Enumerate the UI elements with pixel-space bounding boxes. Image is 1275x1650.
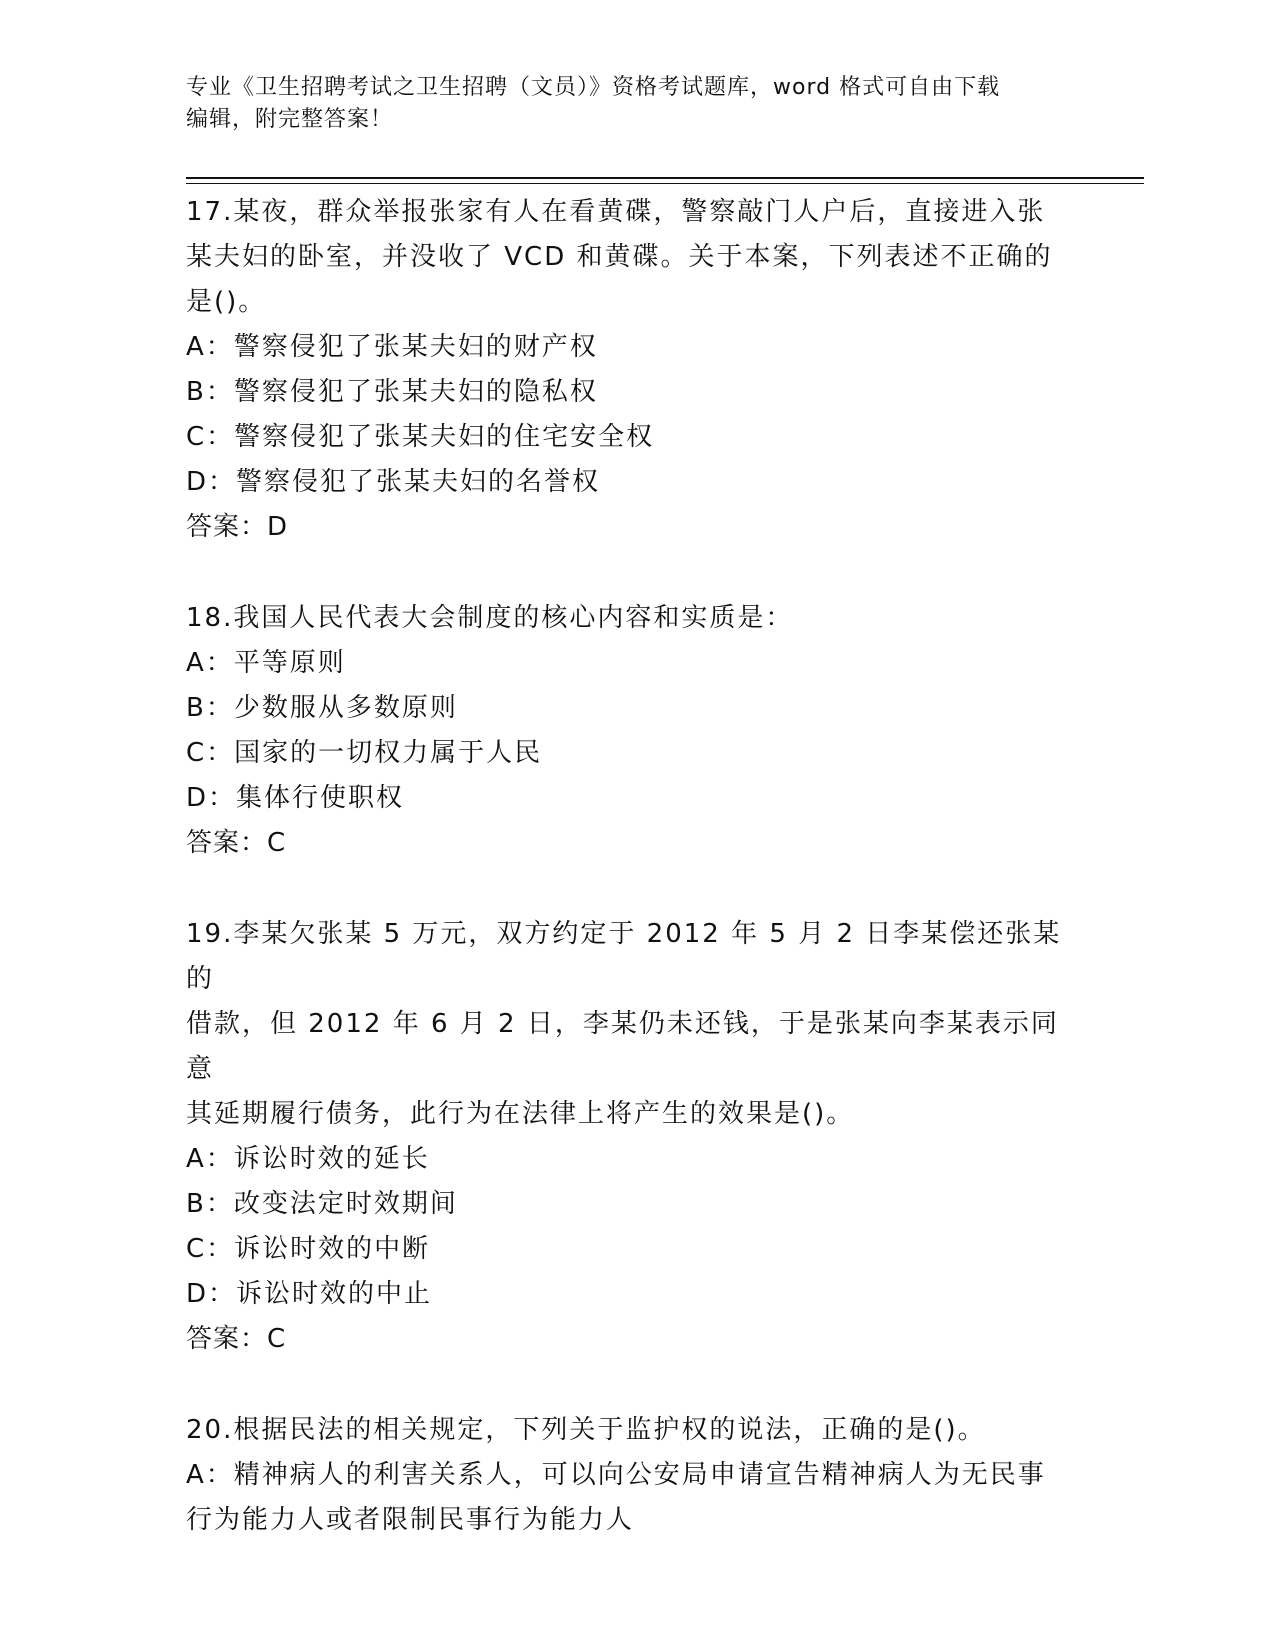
- question-list: [186, 190, 1086, 1589]
- option-d: D：警察侵犯了张某夫妇的名誉权: [186, 467, 601, 497]
- question-17: [186, 190, 1086, 550]
- question-text-line: 某夫妇的卧室，并没收了 VCD 和黄碟。关于本案，下列表述不正确的: [186, 242, 1053, 272]
- option-d: D：诉讼时效的中止: [186, 1279, 433, 1309]
- header-line-1: 专业《卫生招聘考试之卫生招聘（文员）》资格考试题库，word 格式可自由下载: [186, 75, 1001, 100]
- option-a: A：精神病人的利害关系人，可以向公安局申请宣告精神病人为无民事: [186, 1460, 1046, 1490]
- option-a: A：平等原则: [186, 648, 346, 678]
- answer: 答案：D: [186, 512, 289, 542]
- question-text-line: 借款，但 2012 年 6 月 2 日，李某仍未还钱，于是张某向李某表示同意: [186, 1009, 1059, 1084]
- option-b: B：少数服从多数原则: [186, 693, 458, 723]
- answer: 答案：C: [186, 1324, 287, 1354]
- question-text: [186, 190, 1086, 325]
- header-rule-thin: [186, 183, 1144, 184]
- question-text-line: 其延期履行债务，此行为在法律上将产生的效果是()。: [186, 1099, 855, 1129]
- question-text-line: 17.某夜，群众举报张家有人在看黄碟，警察敲门人户后，直接进入张: [186, 197, 1046, 227]
- question-text-line: 是()。: [186, 287, 267, 317]
- question-text: [186, 912, 1086, 1137]
- option-c: C：国家的一切权力属于人民: [186, 738, 543, 768]
- question-text-line: 20.根据民法的相关规定，下列关于监护权的说法，正确的是()。: [186, 1415, 986, 1445]
- question-text-line: 19.李某欠张某 5 万元，双方约定于 2012 年 5 月 2 日李某偿还张某的: [186, 919, 1062, 994]
- header-rule-thick: [186, 177, 1144, 179]
- option-c: C：诉讼时效的中断: [186, 1234, 431, 1264]
- answer: 答案：C: [186, 828, 287, 858]
- question-19: [186, 912, 1086, 1362]
- document-header: [186, 72, 1066, 136]
- option-a: A：警察侵犯了张某夫妇的财产权: [186, 332, 598, 362]
- question-text: [186, 1408, 1086, 1453]
- question-text: [186, 596, 1086, 641]
- question-18: [186, 596, 1086, 866]
- question-20: [186, 1408, 1086, 1543]
- option-c: C：警察侵犯了张某夫妇的住宅安全权: [186, 422, 655, 452]
- option-a: A：诉讼时效的延长: [186, 1144, 430, 1174]
- header-line-2: 编辑，附完整答案！: [186, 107, 394, 132]
- option-a-continued: 行为能力人或者限制民事行为能力人: [186, 1505, 635, 1535]
- option-b: B：警察侵犯了张某夫妇的隐私权: [186, 377, 598, 407]
- question-text-line: 18.我国人民代表大会制度的核心内容和实质是：: [186, 603, 794, 633]
- option-b: B：改变法定时效期间: [186, 1189, 458, 1219]
- option-d: D：集体行使职权: [186, 783, 405, 813]
